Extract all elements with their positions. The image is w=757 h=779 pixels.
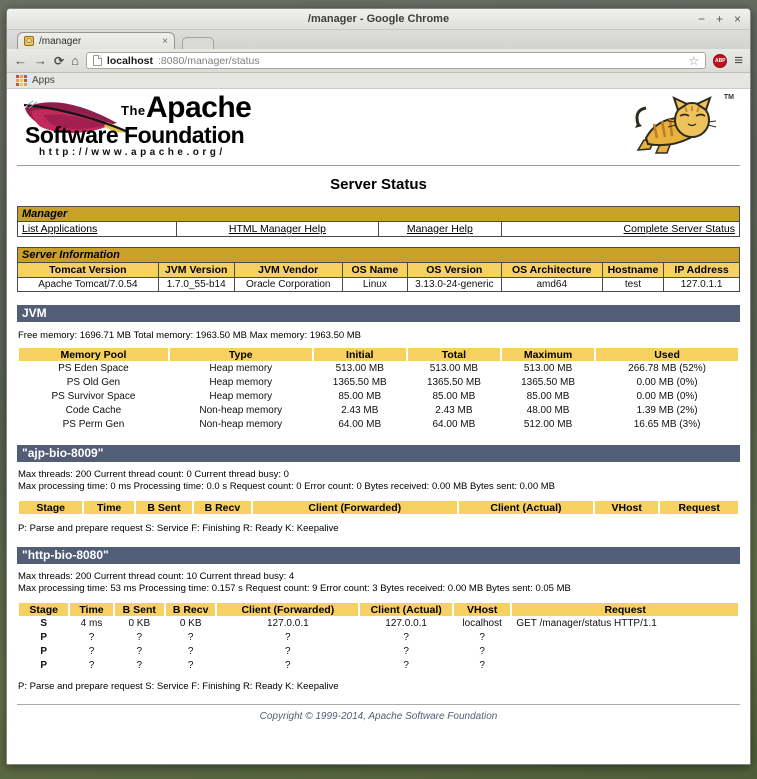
cell: ? — [136, 632, 143, 643]
table-row — [19, 362, 738, 375]
cell: ? — [479, 632, 485, 643]
cell — [512, 659, 738, 672]
cell: ? — [479, 646, 485, 657]
request-row — [19, 645, 738, 658]
header-cell: IP Address — [664, 263, 740, 278]
apps-label[interactable]: Apps — [32, 75, 55, 86]
cell: 85.00 MB — [432, 391, 476, 402]
browser-window — [6, 8, 751, 765]
page-content — [7, 89, 750, 764]
tomcat-favicon-icon — [24, 36, 34, 46]
jvm-section-header: JVM — [17, 305, 740, 322]
header-cell: Maximum — [502, 348, 594, 361]
cell: 64.00 MB — [338, 419, 382, 430]
masthead — [17, 92, 740, 162]
cell: ? — [88, 632, 95, 643]
header-cell: Stage — [19, 501, 82, 514]
cell: 4 ms — [80, 618, 103, 629]
cell: 48.00 MB — [526, 405, 570, 416]
page-title: Server Status — [330, 176, 427, 193]
header-cell: OS Version — [407, 263, 501, 278]
header-divider — [17, 165, 740, 166]
server-info-table — [17, 247, 740, 292]
header-cell: Hostname — [602, 263, 663, 278]
cell: ? — [187, 660, 194, 671]
tab-manager[interactable] — [17, 32, 175, 49]
new-tab-button[interactable] — [182, 37, 214, 49]
table-row — [19, 404, 738, 417]
header-cell: Used — [596, 348, 738, 361]
cell: PS Survivor Space — [51, 391, 136, 402]
header-cell: Request — [660, 501, 738, 514]
cell: ? — [403, 660, 409, 671]
ajp-requests-header-row — [19, 501, 738, 514]
header-cell: VHost — [595, 501, 658, 514]
header-cell: Time — [70, 603, 112, 616]
window-titlebar[interactable] — [7, 9, 750, 30]
cell: PS Old Gen — [66, 377, 121, 388]
chrome-menu-icon[interactable]: ≡ — [734, 52, 743, 69]
link-manager-help[interactable]: Manager Help — [406, 223, 473, 235]
cell: Non-heap memory — [199, 405, 283, 416]
memory-pool-table — [17, 347, 740, 432]
header-cell: Client (Actual) — [360, 603, 452, 616]
header-cell: B Recv — [194, 501, 250, 514]
cell: Apache Tomcat/7.0.54 — [18, 278, 159, 292]
header-cell: Memory Pool — [19, 348, 168, 361]
table-row — [19, 418, 738, 431]
copyright-text: Copyright © 1999-2014, Apache Software Foundation — [259, 711, 498, 722]
cell: 513.00 MB — [335, 363, 384, 374]
cell: ? — [187, 632, 194, 643]
forward-icon[interactable]: → — [34, 53, 47, 68]
url-host: localhost — [106, 54, 154, 67]
request-row — [19, 659, 738, 672]
cell: Linux — [342, 278, 407, 292]
footer-divider — [17, 704, 740, 705]
ajp-connector-header: "ajp-bio-8009" — [17, 445, 740, 462]
cell: PS Eden Space — [58, 363, 129, 374]
server-info-section-title: Server Information — [18, 248, 740, 263]
http-requests-header-row — [19, 603, 738, 616]
header-cell: Total — [408, 348, 500, 361]
tomcat-logo-block — [630, 94, 734, 160]
tab-label: /manager — [39, 35, 82, 47]
server-info-values-row — [18, 278, 740, 292]
logo-the: The — [121, 103, 146, 118]
cell: 0.00 MB (0%) — [636, 391, 698, 402]
cell: ? — [136, 660, 143, 671]
cell: 513.00 MB — [429, 363, 479, 374]
manager-section-title: Manager — [18, 207, 740, 222]
cell: Heap memory — [209, 377, 273, 388]
cell: GET /manager/status HTTP/1.1 — [516, 618, 657, 629]
cell: 64.00 MB — [432, 419, 476, 430]
cell: 1.7.0_55-b14 — [158, 278, 234, 292]
apache-logo-block — [17, 91, 277, 162]
cell: 512.00 MB — [523, 419, 573, 430]
header-cell: JVM Vendor — [234, 263, 342, 278]
cell: ? — [187, 646, 194, 657]
cell: Non-heap memory — [199, 419, 283, 430]
cell: ? — [285, 646, 291, 657]
header-cell: Client (Forwarded) — [217, 603, 358, 616]
url-path: :8080/manager/status — [158, 54, 260, 67]
window-controls — [698, 9, 741, 29]
cell: 0 KB — [128, 618, 151, 629]
cell — [512, 645, 738, 658]
cell: 16.65 MB (3%) — [633, 419, 701, 430]
request-row — [19, 617, 738, 630]
cell: 513.00 MB — [523, 363, 573, 374]
ajp-stage-legend: P: Parse and prepare request S: Service F: Finishing R: Ready K: Keepalive — [18, 523, 339, 534]
ajp-processing-line: Max processing time: 0 ms Processing time: 0.0 s Request count: 0 Error count: 0 Bytes received: 0.00 MB Bytes sent: 0.00 MB — [18, 481, 555, 492]
back-icon[interactable]: ← — [14, 53, 27, 68]
cell: 1365.50 MB — [521, 377, 576, 388]
browser-toolbar — [7, 49, 750, 73]
tab-close-icon[interactable]: × — [162, 35, 168, 47]
cell: 127.0.0.1 — [266, 618, 309, 629]
header-cell: Client (Actual) — [459, 501, 593, 514]
maximize-icon[interactable]: + — [715, 12, 723, 26]
header-cell: Initial — [314, 348, 406, 361]
header-cell: OS Name — [342, 263, 407, 278]
header-cell: VHost — [454, 603, 510, 616]
header-cell: Request — [512, 603, 738, 616]
minimize-icon[interactable]: − — [697, 12, 705, 26]
cell — [512, 631, 738, 644]
cell: 1.39 MB (2%) — [636, 405, 698, 416]
request-row — [19, 631, 738, 644]
home-icon[interactable]: ⌂ — [71, 53, 79, 68]
cell: 0.00 MB (0%) — [636, 377, 698, 388]
cell: Oracle Corporation — [234, 278, 342, 292]
close-icon[interactable]: × — [733, 12, 741, 26]
cell: 3.13.0-24-generic — [407, 278, 501, 292]
header-cell: Tomcat Version — [18, 263, 159, 278]
cell: 0 KB — [179, 618, 202, 629]
http-stage-legend: P: Parse and prepare request S: Service F: Finishing R: Ready K: Keepalive — [18, 681, 339, 692]
cell: 266.78 MB (52%) — [628, 363, 706, 374]
table-row — [19, 376, 738, 389]
ajp-connector-stats — [17, 469, 740, 492]
header-cell: Client (Forwarded) — [253, 501, 457, 514]
reload-icon[interactable]: ⟳ — [54, 53, 65, 68]
bookmark-star-icon[interactable]: ☆ — [688, 53, 700, 68]
cell: ? — [88, 660, 95, 671]
cell: PS Perm Gen — [62, 419, 125, 430]
cell: ? — [479, 660, 485, 671]
manager-links-row — [18, 222, 740, 237]
header-cell: OS Architecture — [501, 263, 602, 278]
jvm-memory-summary: Free memory: 1696.71 MB Total memory: 1963.50 MB Max memory: 1963.50 MB — [18, 330, 362, 341]
page-icon — [93, 55, 102, 66]
cell: S — [40, 618, 47, 629]
table-row — [19, 390, 738, 403]
cell: ? — [136, 646, 143, 657]
http-threads-line: Max threads: 200 Current thread count: 10 Current thread busy: 4 — [18, 571, 295, 582]
tomcat-cat-icon — [630, 94, 722, 158]
header-cell: Stage — [19, 603, 68, 616]
cell: P — [40, 660, 47, 671]
logo-foundation: Software Foundation — [25, 122, 245, 148]
cell: ? — [285, 660, 291, 671]
cell: 127.0.0.1 — [385, 618, 427, 629]
cell: test — [602, 278, 663, 292]
cell: P — [40, 632, 47, 643]
cell: Heap memory — [209, 391, 273, 402]
tab-strip — [7, 30, 750, 49]
apps-grid-icon[interactable] — [16, 75, 27, 86]
cell: localhost — [462, 618, 502, 629]
cell: 85.00 MB — [338, 391, 382, 402]
cell: 1365.50 MB — [332, 377, 387, 388]
header-cell: JVM Version — [158, 263, 234, 278]
bookmarks-bar — [7, 73, 750, 89]
cell: 85.00 MB — [526, 391, 570, 402]
trademark-label: TM — [723, 94, 734, 101]
logo-apache: Apache — [146, 91, 252, 124]
cell: P — [40, 646, 47, 657]
cell: 127.0.1.1 — [664, 278, 740, 292]
cell: Heap memory — [209, 363, 273, 374]
cell: ? — [285, 632, 291, 643]
link-html-manager-help[interactable]: HTML Manager Help — [228, 223, 326, 235]
header-cell: Time — [84, 501, 133, 514]
http-processing-line: Max processing time: 53 ms Processing time: 0.157 s Request count: 9 Error count: 3 Bytes received: 0.00 MB Bytes sent: 0.05 MB — [18, 583, 571, 594]
header-cell: B Sent — [115, 603, 164, 616]
memory-pool-header-row — [19, 348, 738, 361]
cell: ? — [88, 646, 95, 657]
ajp-requests-table — [17, 500, 740, 515]
manager-table — [17, 206, 740, 237]
header-cell: B Recv — [166, 603, 215, 616]
cell: 2.43 MB — [341, 405, 379, 416]
cell: 1365.50 MB — [426, 377, 481, 388]
link-list-applications[interactable]: List Applications — [22, 223, 98, 235]
window-title: /manager - Google Chrome — [307, 13, 450, 25]
link-complete-server-status[interactable]: Complete Server Status — [623, 223, 735, 235]
header-cell: B Sent — [136, 501, 192, 514]
cell: ? — [403, 632, 409, 643]
cell: Code Cache — [65, 405, 122, 416]
server-info-header-row — [18, 263, 740, 278]
ajp-threads-line: Max threads: 200 Current thread count: 0 Current thread busy: 0 — [18, 469, 289, 480]
http-requests-table — [17, 602, 740, 673]
http-connector-stats — [17, 571, 740, 594]
cell: amd64 — [501, 278, 602, 292]
cell: 2.43 MB — [435, 405, 473, 416]
http-connector-header: "http-bio-8080" — [17, 547, 740, 564]
header-cell: Type — [170, 348, 312, 361]
address-bar[interactable] — [86, 52, 706, 69]
logo-url: http://www.apache.org/ — [39, 147, 226, 158]
cell: ? — [403, 646, 409, 657]
adblock-extension-icon[interactable]: ABP — [713, 54, 727, 68]
